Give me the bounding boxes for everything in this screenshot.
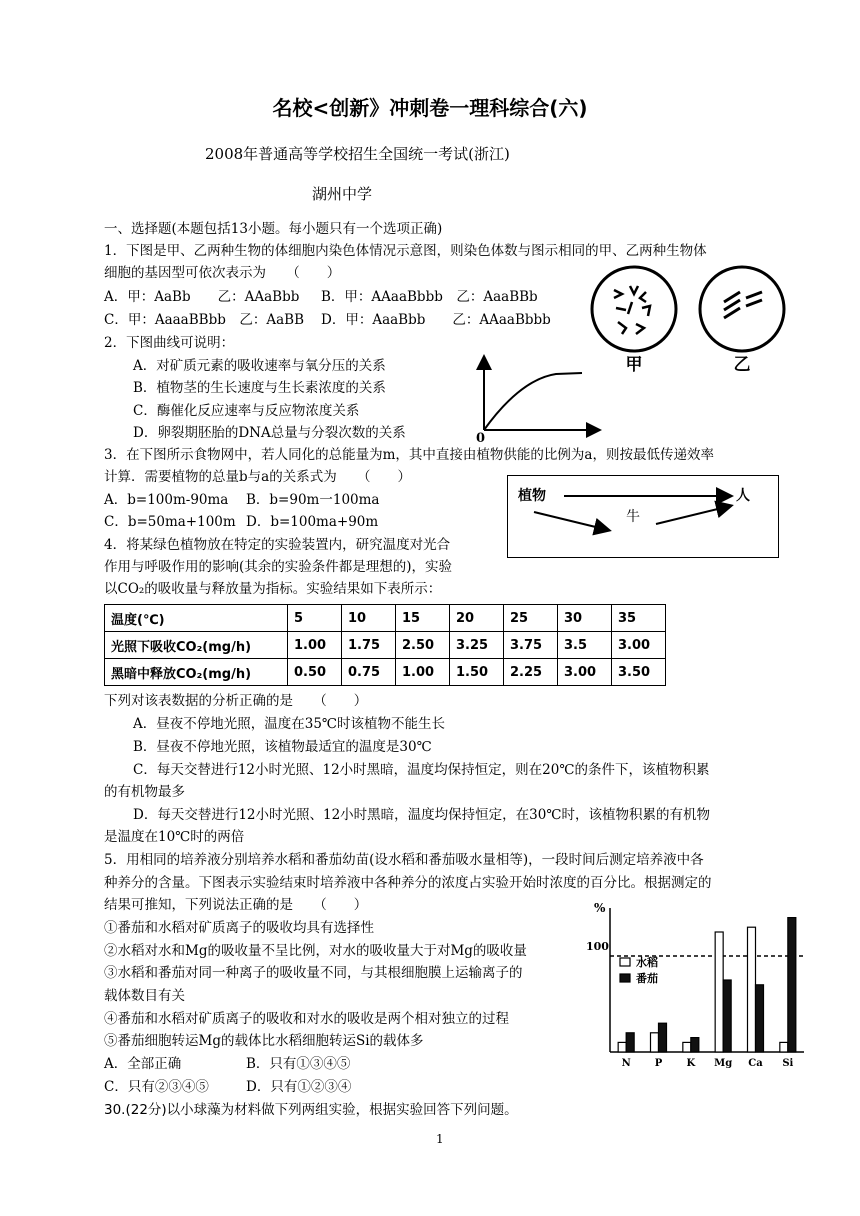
chromosomes-yi xyxy=(724,292,762,318)
bar-rice-n xyxy=(618,1042,626,1052)
chromosome-diagram xyxy=(590,262,790,374)
q5-option-d: D．只有①②③④ xyxy=(246,1079,352,1095)
q5-statement-3-cont: 载体数目有关 xyxy=(104,988,185,1004)
table-cell: 3.75 xyxy=(504,632,558,659)
q1-stem: 1．下图是甲、乙两种生物的体细胞内染色体情况示意图，则染色体数与图示相同的甲、乙两种生物体 xyxy=(104,243,707,259)
exam-subtitle: 2008年普通高等学校招生全国统一考试(浙江) xyxy=(205,145,510,163)
table-cell: 2.25 xyxy=(504,659,558,686)
q2-option-d: D．卵裂期胚胎的DNA总量与分裂次数的关系 xyxy=(133,425,406,441)
q4-option-c: C．每天交替进行12小时光照、12小时黑暗，温度均保持恒定，则在20℃的条件下，该植物积累 xyxy=(133,762,710,778)
co2-data-table xyxy=(104,604,666,686)
x-tick-label: Si xyxy=(782,1058,794,1069)
q4-stem: 4．将某绿色植物放在特定的实验装置内，研究温度对光合 xyxy=(104,537,451,553)
table-cell: 10 xyxy=(342,605,396,632)
table-cell: 黑暗中释放CO₂(mg/h) xyxy=(105,659,288,686)
food-web-diagram xyxy=(507,475,779,558)
arrow-plant-to-cow xyxy=(534,512,608,530)
table-cell: 35 xyxy=(612,605,666,632)
bar-rice-si xyxy=(780,1042,788,1052)
arrow-cow-to-human xyxy=(656,506,730,524)
table-cell: 1.00 xyxy=(396,659,450,686)
table-cell: 3.00 xyxy=(558,659,612,686)
table-row xyxy=(105,659,666,686)
origin-label: 0 xyxy=(476,431,486,444)
table-row xyxy=(105,632,666,659)
cell-yi-circle xyxy=(700,267,784,351)
q1-option-c: C．甲：AaaaBBbb 乙：AaBB xyxy=(104,312,304,328)
reference-label: 100 xyxy=(586,940,609,953)
q2-option-c: C．酶催化反应速率与反应物浓度关系 xyxy=(133,403,360,419)
q4-option-b: B．昼夜不停地光照，该植物最适宜的温度是30℃ xyxy=(133,739,432,755)
q5-statement-1: ①番茄和水稻对矿质离子的吸收均具有选择性 xyxy=(104,920,374,936)
q3-option-b: B．b=90m一100ma xyxy=(246,492,380,508)
node-human: 人 xyxy=(736,488,750,504)
q5-stem-cont2: 结果可推知，下列说法正确的是 （ ） xyxy=(104,897,368,913)
q5-stem-cont: 种养分的含量。下图表示实验结束时培养液中各种养分的浓度占实验开始时浓度的百分比。根据测定的 xyxy=(104,875,712,891)
y-axis-label: % xyxy=(594,901,606,915)
nutrient-bar-chart xyxy=(586,898,808,1070)
q4-option-d-cont: 是温度在10℃时的两倍 xyxy=(104,829,245,845)
q3-stem: 3．在下图所示食物网中，若人同化的总能量为m，其中直接由植物供能的比例为a，则按最低传递效率 xyxy=(104,447,714,463)
table-cell: 3.25 xyxy=(450,632,504,659)
q5-statement-3: ③水稻和番茄对同一种离子的吸收量不同，与其根细胞膜上运输离子的 xyxy=(104,965,523,981)
bar-tomato-ca xyxy=(756,985,764,1052)
q2-option-a: A．对矿质元素的吸收速率与氧分压的关系 xyxy=(133,358,386,374)
bar-rice-ca xyxy=(748,927,756,1052)
x-tick-label: P xyxy=(654,1058,663,1069)
q2-stem: 2．下图曲线可说明： xyxy=(104,335,235,351)
table-row xyxy=(105,605,666,632)
q3-option-a: A．b=100m-90ma xyxy=(104,492,229,508)
table-cell: 3.5 xyxy=(558,632,612,659)
x-tick-label: N xyxy=(621,1058,631,1069)
q5-option-c: C．只有②③④⑤ xyxy=(104,1079,209,1095)
q4-stem-cont: 作用与呼吸作用的影响(其余的实验条件都是理想的)，实验 xyxy=(104,559,453,575)
bar-tomato-mg xyxy=(723,980,731,1052)
bar-rice-p xyxy=(651,1033,659,1052)
bar-tomato-p xyxy=(659,1023,667,1052)
school-name: 湖州中学 xyxy=(312,185,373,203)
table-cell: 温度(℃) xyxy=(105,605,288,632)
x-tick-label: K xyxy=(686,1058,696,1069)
q1-stem-cont: 细胞的基因型可依次表示为 （ ） xyxy=(104,265,341,281)
q3-stem-cont: 计算．需要植物的总量b与a的关系式为 （ ） xyxy=(104,469,411,485)
legend-swatch-tomato xyxy=(620,974,630,982)
table-cell: 25 xyxy=(504,605,558,632)
x-tick-label: Ca xyxy=(748,1058,763,1069)
table-cell: 5 xyxy=(288,605,342,632)
bar-tomato-n xyxy=(626,1033,634,1052)
table-cell: 2.50 xyxy=(396,632,450,659)
q2-curve-graph xyxy=(474,352,604,444)
q1-option-b: B．甲：AAaaBbbb 乙：AaaBBb xyxy=(321,289,538,305)
table-cell: 光照下吸收CO₂(mg/h) xyxy=(105,632,288,659)
table-cell: 3.00 xyxy=(612,632,666,659)
legend-label-rice: 水稻 xyxy=(636,956,658,969)
chromosomes-jia xyxy=(614,286,650,334)
bar-rice-mg xyxy=(715,932,723,1052)
bar-tomato-si xyxy=(788,918,796,1052)
node-plant: 植物 xyxy=(518,488,546,504)
legend-swatch-rice xyxy=(620,958,630,966)
label-jia: 甲 xyxy=(625,355,643,374)
q2-option-b: B．植物茎的生长速度与生长素浓度的关系 xyxy=(133,380,386,396)
q1-option-d: D．甲：AaaBbb 乙：AAaaBbbb xyxy=(321,312,551,328)
q5-stem: 5．用相同的培养液分别培养水稻和番茄幼苗(设水稻和番茄吸水量相等)，一段时间后测定培养液中各 xyxy=(104,852,704,868)
table-cell: 15 xyxy=(396,605,450,632)
q1-option-a: A．甲：AaBb 乙：AAaBbb xyxy=(104,289,300,305)
q3-option-d: D．b=100ma+90m xyxy=(246,514,379,530)
q5-option-a: A．全部正确 xyxy=(104,1056,182,1072)
table-cell: 1.75 xyxy=(342,632,396,659)
node-cow: 牛 xyxy=(626,509,640,525)
table-cell: 1.00 xyxy=(288,632,342,659)
legend-label-tomato: 番茄 xyxy=(636,972,658,985)
page-number: 1 xyxy=(436,1132,444,1146)
cell-jia-circle xyxy=(592,267,676,351)
table-cell: 20 xyxy=(450,605,504,632)
q3-option-c: C．b=50ma+100m xyxy=(104,514,236,530)
q4-option-c-cont: 的有机物最多 xyxy=(104,784,185,800)
saturation-curve xyxy=(484,373,582,430)
q4-option-d: D．每天交替进行12小时光照、12小时黑暗，温度均保持恒定，在30℃时，该植物积累的有机物 xyxy=(133,807,710,823)
x-tick-label: Mg xyxy=(714,1058,733,1069)
q5-statement-4: ④番茄和水稻对矿质离子的吸收和对水的吸收是两个相对独立的过程 xyxy=(104,1011,509,1027)
section-heading: 一、选择题(本题包括13小题。每小题只有一个选项正确) xyxy=(104,221,443,237)
q5-statement-5: ⑤番茄细胞转运Mg的载体比水稻细胞转运Si的载体多 xyxy=(104,1033,424,1049)
q4-option-a: A．昼夜不停地光照，温度在35℃时该植物不能生长 xyxy=(133,716,446,732)
q4-question: 下列对该表数据的分析正确的是 （ ） xyxy=(104,693,368,709)
label-yi: 乙 xyxy=(733,355,751,374)
q30-stem: 30.(22分)以小球藻为材料做下列两组实验，根据实验回答下列问题。 xyxy=(104,1102,518,1118)
table-cell: 3.50 xyxy=(612,659,666,686)
q5-option-b: B．只有①③④⑤ xyxy=(246,1056,351,1072)
bar-tomato-k xyxy=(691,1038,699,1052)
q4-stem-cont2: 以CO₂的吸收量与释放量为指标。实验结果如下表所示： xyxy=(104,581,442,597)
page-title: 名校<创新》冲刺卷一理科综合(六) xyxy=(272,96,588,120)
bar-rice-k xyxy=(683,1042,691,1052)
q5-statement-2: ②水稻对水和Mg的吸收量不呈比例，对水的吸收量大于对Mg的吸收量 xyxy=(104,943,527,959)
table-cell: 0.50 xyxy=(288,659,342,686)
table-cell: 30 xyxy=(558,605,612,632)
table-cell: 0.75 xyxy=(342,659,396,686)
table-cell: 1.50 xyxy=(450,659,504,686)
